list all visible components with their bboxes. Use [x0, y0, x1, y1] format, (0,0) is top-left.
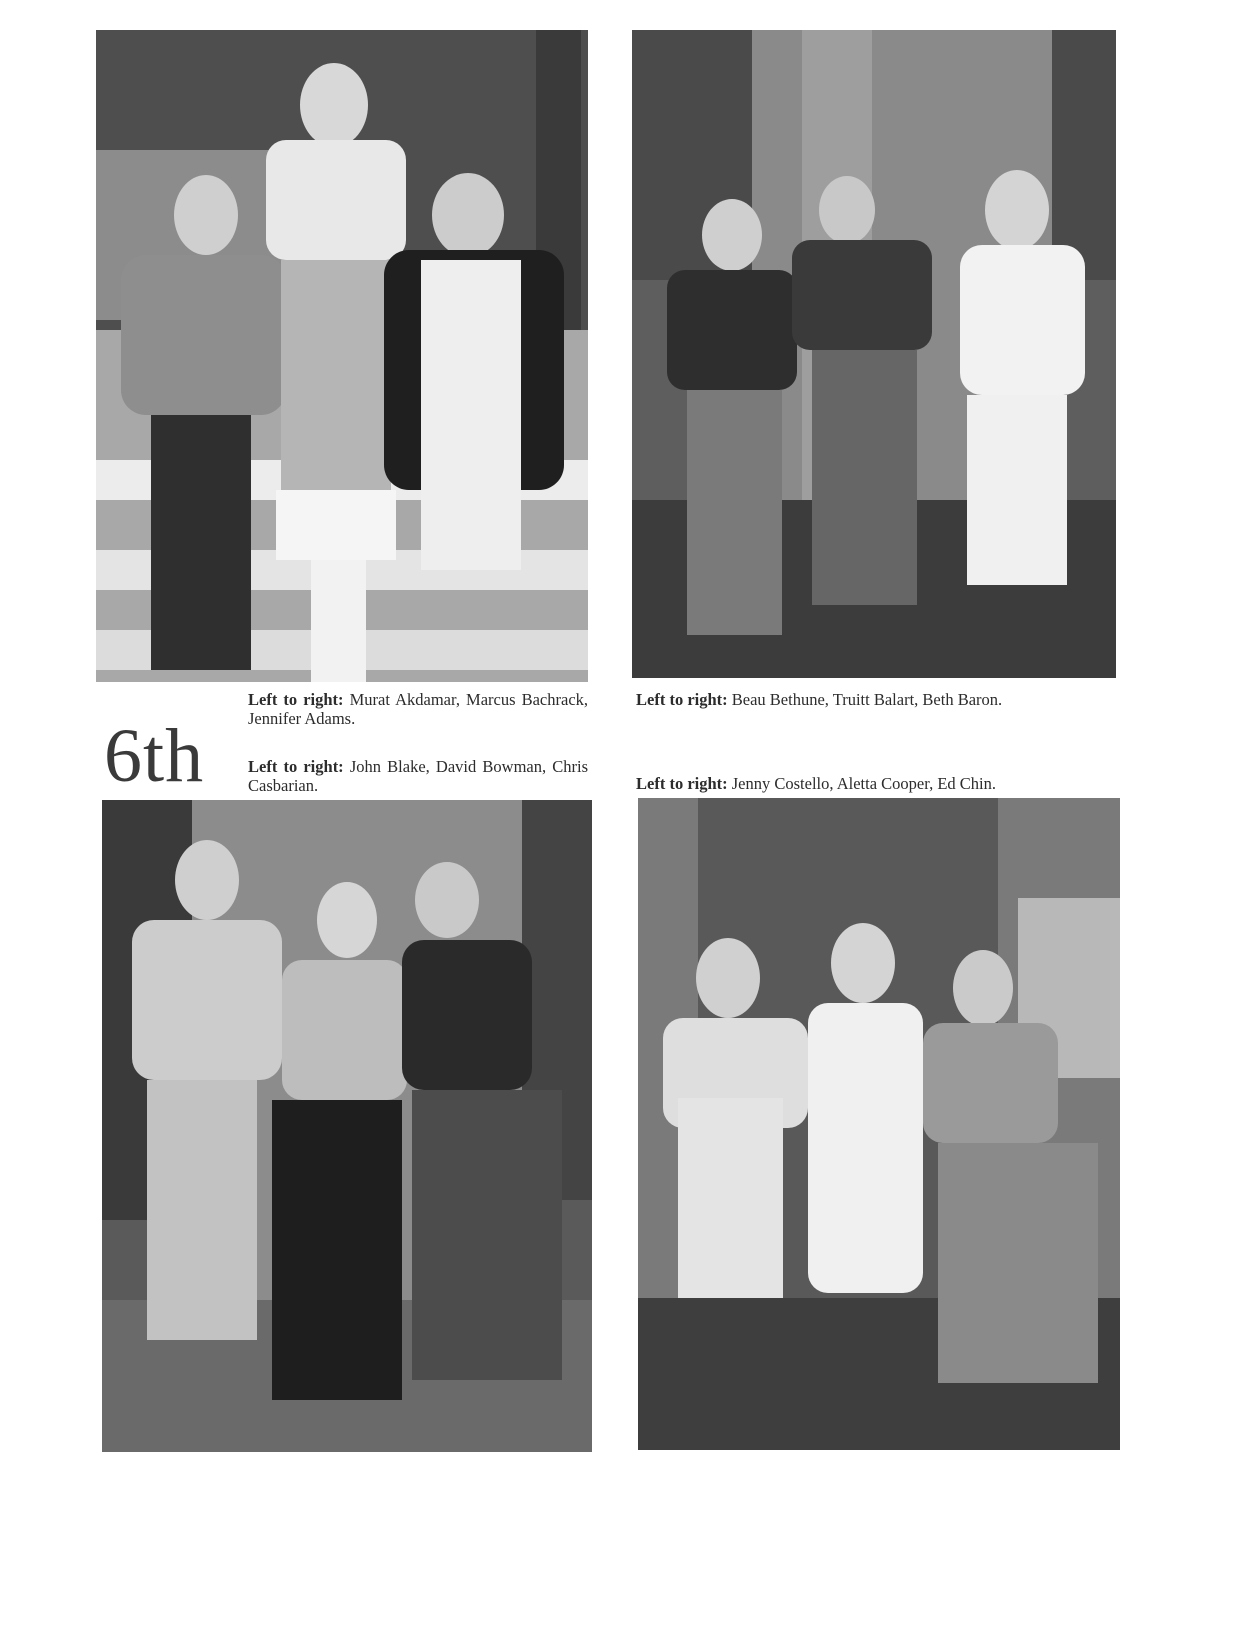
group-photo-1 [96, 30, 588, 682]
caption-lead: Left to right: [248, 757, 344, 776]
caption-lead: Left to right: [248, 690, 344, 709]
caption-names: John Blake, David Bowman, Chris Casbarian. [248, 757, 588, 795]
caption-names: Beau Bethune, Truitt Balart, Beth Baron. [731, 690, 1003, 709]
caption-names: Jenny Costello, Aletta Cooper, Ed Chin. [731, 774, 996, 793]
grade-label: 6th [104, 714, 205, 798]
caption-photo-2 [636, 690, 1116, 709]
caption-names: Murat Akdamar, Marcus Bachrack, Jennifer Adams. [248, 690, 589, 728]
group-photo-2 [632, 30, 1116, 678]
group-photo-4 [638, 798, 1120, 1450]
caption-photo-1 [248, 690, 588, 728]
caption-photo-3 [248, 757, 588, 795]
caption-photo-4 [636, 774, 1116, 793]
group-photo-3 [102, 800, 592, 1452]
caption-lead: Left to right: [636, 690, 728, 709]
caption-lead: Left to right: [636, 774, 728, 793]
